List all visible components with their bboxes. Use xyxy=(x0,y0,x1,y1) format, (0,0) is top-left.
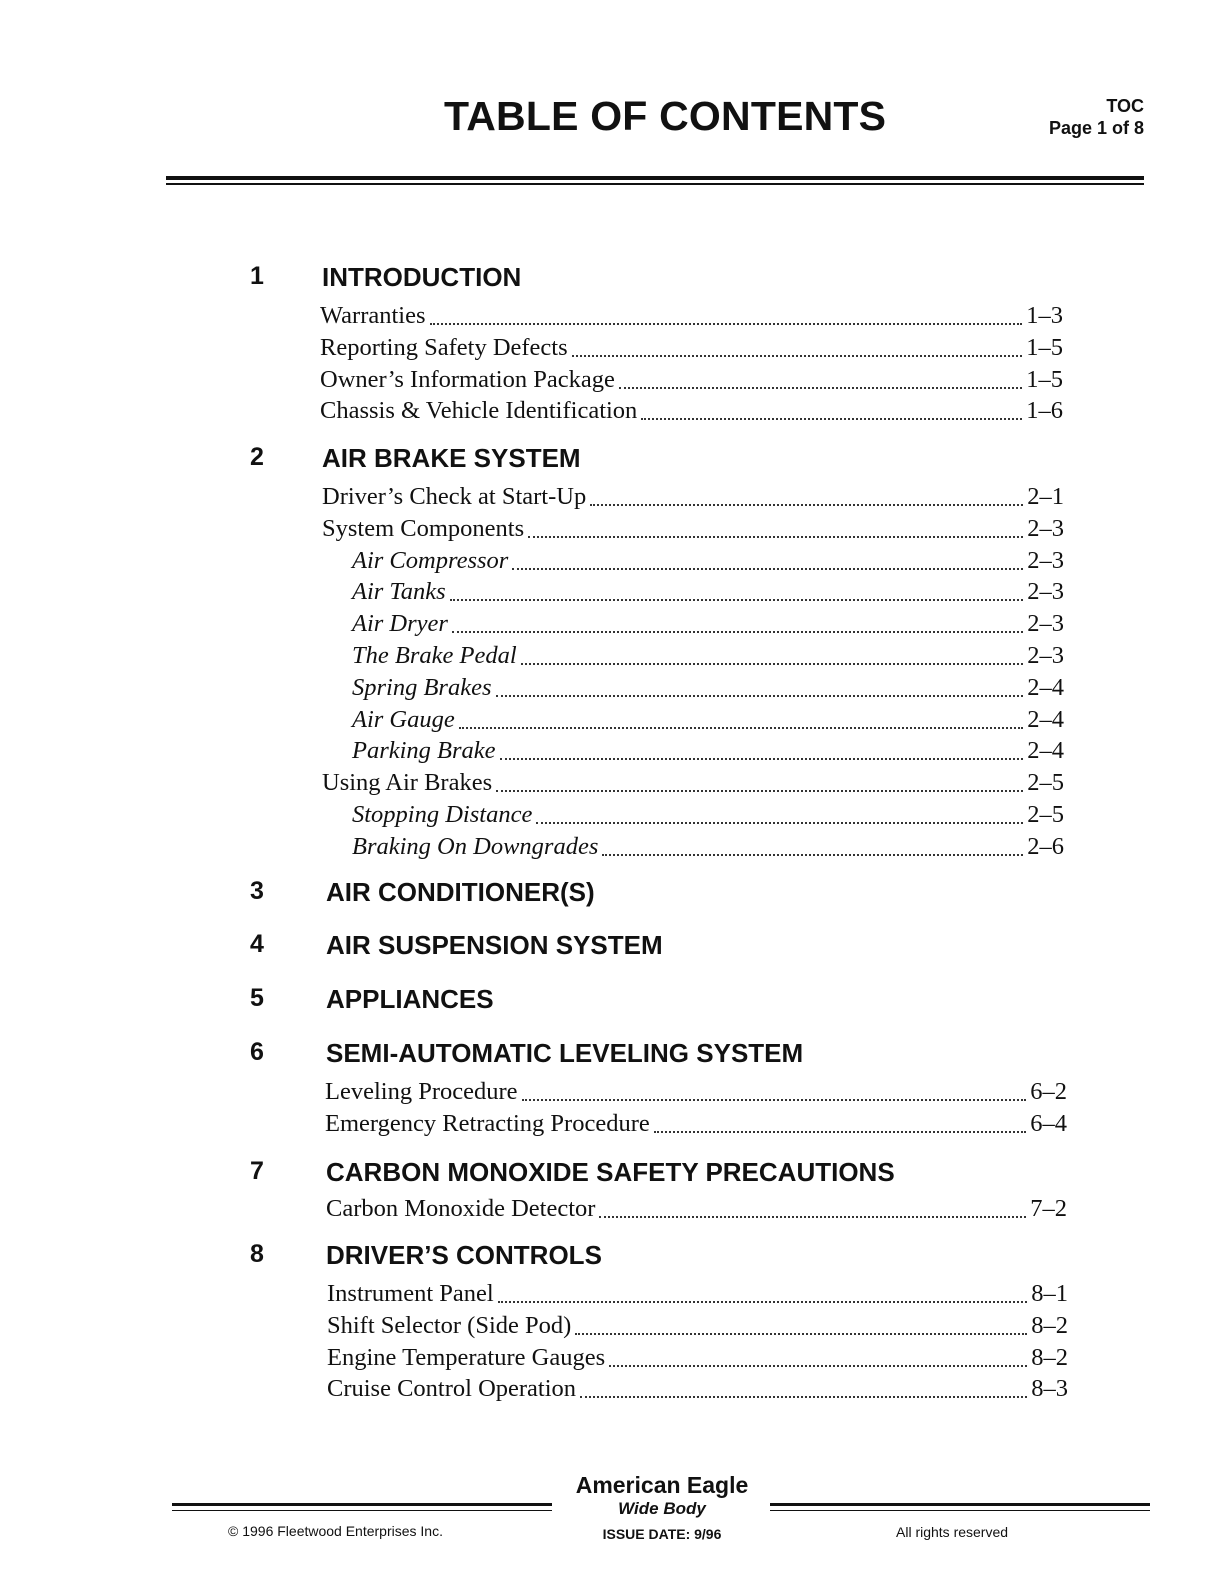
footer-rule-right xyxy=(770,1503,1150,1506)
toc-entry[interactable] xyxy=(320,397,1063,427)
entry-page-number: 2–5 xyxy=(1027,769,1064,797)
dot-leader xyxy=(512,568,1023,570)
section-number: 4 xyxy=(250,930,264,958)
toc-subentry[interactable] xyxy=(352,578,1064,608)
page-title: TABLE OF CONTENTS xyxy=(444,93,887,139)
toc-subentry[interactable] xyxy=(352,642,1064,672)
entry-page-number: 2–6 xyxy=(1027,832,1064,860)
toc-subentry[interactable] xyxy=(352,547,1064,577)
entry-page-number: 2–3 xyxy=(1027,546,1064,574)
dot-leader xyxy=(580,1396,1027,1398)
section-title[interactable]: DRIVER’S CONTROLS xyxy=(326,1240,602,1270)
page-number: Page 1 of 8 xyxy=(1048,118,1144,138)
footer-brand: American Eagle xyxy=(575,1472,749,1498)
section-number: 2 xyxy=(250,443,264,471)
entry-title: Braking On Downgrades xyxy=(352,832,599,860)
entry-title: Stopping Distance xyxy=(352,801,533,828)
dot-leader xyxy=(654,1131,1027,1133)
dot-leader xyxy=(498,1301,1028,1303)
entry-page-number: 2–5 xyxy=(1027,801,1064,828)
entry-page-number: 2–4 xyxy=(1027,705,1064,733)
entry-title: Spring Brakes xyxy=(352,673,492,701)
section-number: 3 xyxy=(250,877,264,905)
dot-leader xyxy=(619,387,1022,389)
footer-model: Wide Body xyxy=(618,1499,706,1518)
toc-entry[interactable] xyxy=(322,769,1064,799)
footer-issue-date: ISSUE DATE: 9/96 xyxy=(602,1526,722,1542)
toc-entry[interactable] xyxy=(320,334,1063,364)
footer-rule-left-thin xyxy=(172,1510,552,1511)
dot-leader xyxy=(522,1099,1027,1101)
entry-title: Engine Temperature Gauges xyxy=(327,1343,606,1371)
entry-page-number: 2–3 xyxy=(1027,642,1064,669)
entry-title: Warranties xyxy=(320,302,426,329)
entry-page-number: 7–2 xyxy=(1030,1195,1067,1222)
dot-leader xyxy=(459,727,1024,729)
dot-leader xyxy=(599,1216,1026,1218)
footer-rule-left xyxy=(172,1503,552,1506)
section-title[interactable]: CARBON MONOXIDE SAFETY PRECAUTIONS xyxy=(326,1157,895,1187)
toc-entry[interactable] xyxy=(322,515,1064,545)
toc-subentry[interactable] xyxy=(352,610,1064,640)
entry-page-number: 1–5 xyxy=(1026,365,1063,393)
section-title[interactable]: SEMI-AUTOMATIC LEVELING SYSTEM xyxy=(326,1038,804,1068)
toc-code: TOC xyxy=(1106,96,1144,116)
toc-entry[interactable] xyxy=(322,483,1064,513)
dot-leader xyxy=(536,822,1023,824)
section-number: 7 xyxy=(250,1157,264,1185)
toc-subentry[interactable] xyxy=(352,706,1064,736)
entry-title: Shift Selector (Side Pod) xyxy=(327,1311,572,1339)
dot-leader xyxy=(521,663,1024,665)
entry-page-number: 1–5 xyxy=(1026,333,1063,361)
entry-page-number: 1–3 xyxy=(1026,302,1063,329)
toc-entry[interactable] xyxy=(327,1344,1068,1374)
section-title[interactable]: AIR SUSPENSION SYSTEM xyxy=(326,930,663,960)
entry-title: Owner’s Information Package xyxy=(320,365,615,393)
entry-page-number: 2–3 xyxy=(1027,578,1064,606)
entry-title: Instrument Panel xyxy=(327,1280,494,1307)
footer-rights: All rights reserved xyxy=(896,1524,1009,1540)
dot-leader xyxy=(575,1333,1027,1335)
entry-page-number: 8–3 xyxy=(1031,1375,1068,1403)
section-number: 6 xyxy=(250,1038,264,1066)
dot-leader xyxy=(572,355,1023,357)
section-number: 1 xyxy=(250,262,264,290)
entry-title: Driver’s Check at Start-Up xyxy=(322,483,587,510)
entry-title: Leveling Procedure xyxy=(325,1078,518,1105)
toc-entry[interactable] xyxy=(325,1078,1067,1108)
entry-page-number: 2–3 xyxy=(1027,610,1064,638)
entry-page-number: 2–4 xyxy=(1027,673,1064,701)
toc-entry[interactable] xyxy=(327,1375,1068,1405)
toc-entry[interactable] xyxy=(320,366,1063,396)
entry-title: Cruise Control Operation xyxy=(327,1375,577,1403)
entry-page-number: 2–1 xyxy=(1027,483,1064,510)
dot-leader xyxy=(590,504,1023,506)
section-number: 8 xyxy=(250,1240,264,1268)
entry-page-number: 1–6 xyxy=(1026,397,1063,425)
entry-title: System Components xyxy=(322,514,525,542)
toc-entry[interactable] xyxy=(327,1312,1068,1342)
dot-leader xyxy=(602,854,1023,856)
entry-title: Parking Brake xyxy=(352,737,496,765)
toc-entry[interactable] xyxy=(326,1195,1067,1225)
entry-page-number: 6–2 xyxy=(1030,1078,1067,1105)
dot-leader xyxy=(609,1365,1027,1367)
entry-title: Air Dryer xyxy=(352,610,448,638)
toc-subentry[interactable] xyxy=(352,833,1064,863)
entry-title: Using Air Brakes xyxy=(322,769,493,797)
dot-leader xyxy=(450,599,1024,601)
toc-entry[interactable] xyxy=(320,302,1063,332)
dot-leader xyxy=(430,323,1023,325)
entry-page-number: 8–2 xyxy=(1031,1311,1068,1339)
footer-copyright: © 1996 Fleetwood Enterprises Inc. xyxy=(228,1523,443,1539)
dot-leader xyxy=(528,536,1023,538)
footer-rule-right-thin xyxy=(770,1510,1150,1511)
toc-subentry[interactable] xyxy=(352,674,1064,704)
entry-title: The Brake Pedal xyxy=(352,642,517,669)
dot-leader xyxy=(496,695,1024,697)
entry-page-number: 2–3 xyxy=(1027,514,1064,542)
entry-page-number: 6–4 xyxy=(1030,1109,1067,1137)
entry-page-number: 2–4 xyxy=(1027,737,1064,765)
toc-subentry[interactable] xyxy=(352,737,1064,767)
section-title[interactable]: APPLIANCES xyxy=(326,984,494,1014)
entry-page-number: 8–2 xyxy=(1031,1343,1068,1371)
dot-leader xyxy=(452,631,1023,633)
entry-title: Air Tanks xyxy=(352,578,446,606)
toc-entry[interactable] xyxy=(327,1280,1068,1310)
entry-title: Chassis & Vehicle Identification xyxy=(320,397,638,425)
section-number: 5 xyxy=(250,984,264,1012)
dot-leader xyxy=(500,758,1024,760)
entry-title: Emergency Retracting Procedure xyxy=(325,1109,650,1137)
toc-subentry[interactable] xyxy=(352,801,1064,831)
dot-leader xyxy=(496,790,1023,792)
dot-leader xyxy=(641,418,1022,420)
entry-page-number: 8–1 xyxy=(1031,1280,1068,1307)
entry-title: Air Gauge xyxy=(352,705,455,733)
section-title[interactable]: INTRODUCTION xyxy=(322,262,522,292)
entry-title: Carbon Monoxide Detector xyxy=(326,1195,596,1222)
toc-entry[interactable] xyxy=(325,1110,1067,1140)
entry-title: Air Compressor xyxy=(352,546,509,574)
entry-title: Reporting Safety Defects xyxy=(320,333,568,361)
section-title[interactable]: AIR BRAKE SYSTEM xyxy=(322,443,581,473)
section-title[interactable]: AIR CONDITIONER(S) xyxy=(326,877,595,907)
